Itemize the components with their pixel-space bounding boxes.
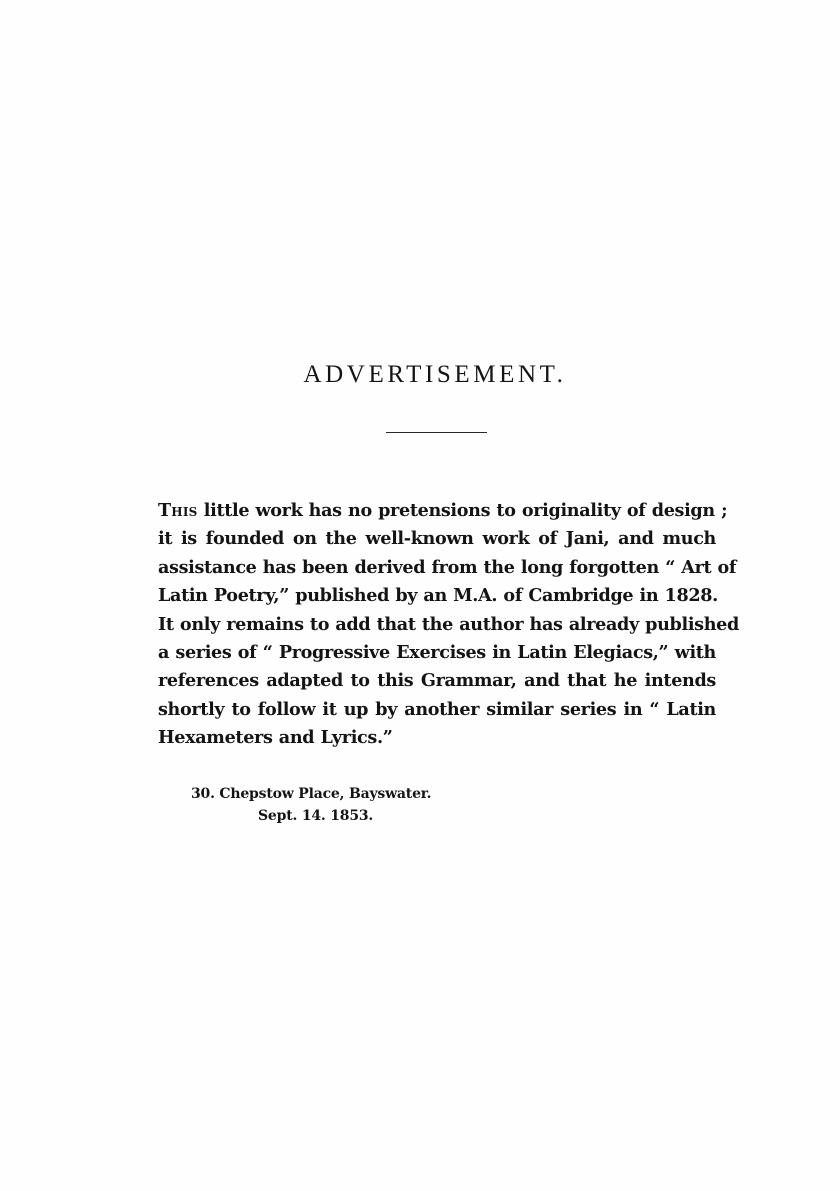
paragraph-line-4: Latin Poetry,” published by an M.A. of Cambridge in 1828. [158, 585, 718, 607]
paragraph-line-8: shortly to follow it up by another similar series in “ Latin [158, 698, 716, 720]
paragraph-line-5: It only remains to add that the author has already published [158, 613, 739, 635]
paragraph-line-1 [158, 497, 728, 525]
paragraph-line-1-text: little work has no pretensions to originality of design ; [197, 500, 728, 521]
paragraph-line-6: a series of “ Progressive Exercises in Latin Elegiacs,” with [158, 642, 716, 664]
signoff-address: 30. Chepstow Place, Bayswater. [191, 786, 432, 802]
paragraph-line-9: Hexameters and Lyrics.” [158, 727, 393, 749]
heading-rule [386, 432, 487, 433]
signoff-date: Sept. 14. 1853. [258, 808, 374, 824]
page-heading: ADVERTISEMENT. [303, 361, 567, 388]
paragraph-line-3: assistance has been derived from the long forgotten “ Art of [158, 556, 737, 578]
paragraph-line-2: it is founded on the well-known work of Jani, and much [158, 528, 716, 550]
advertisement-paragraph [158, 497, 739, 753]
paragraph-line-7: references adapted to this Grammar, and that he intends [158, 670, 716, 692]
first-word: This [158, 500, 198, 521]
